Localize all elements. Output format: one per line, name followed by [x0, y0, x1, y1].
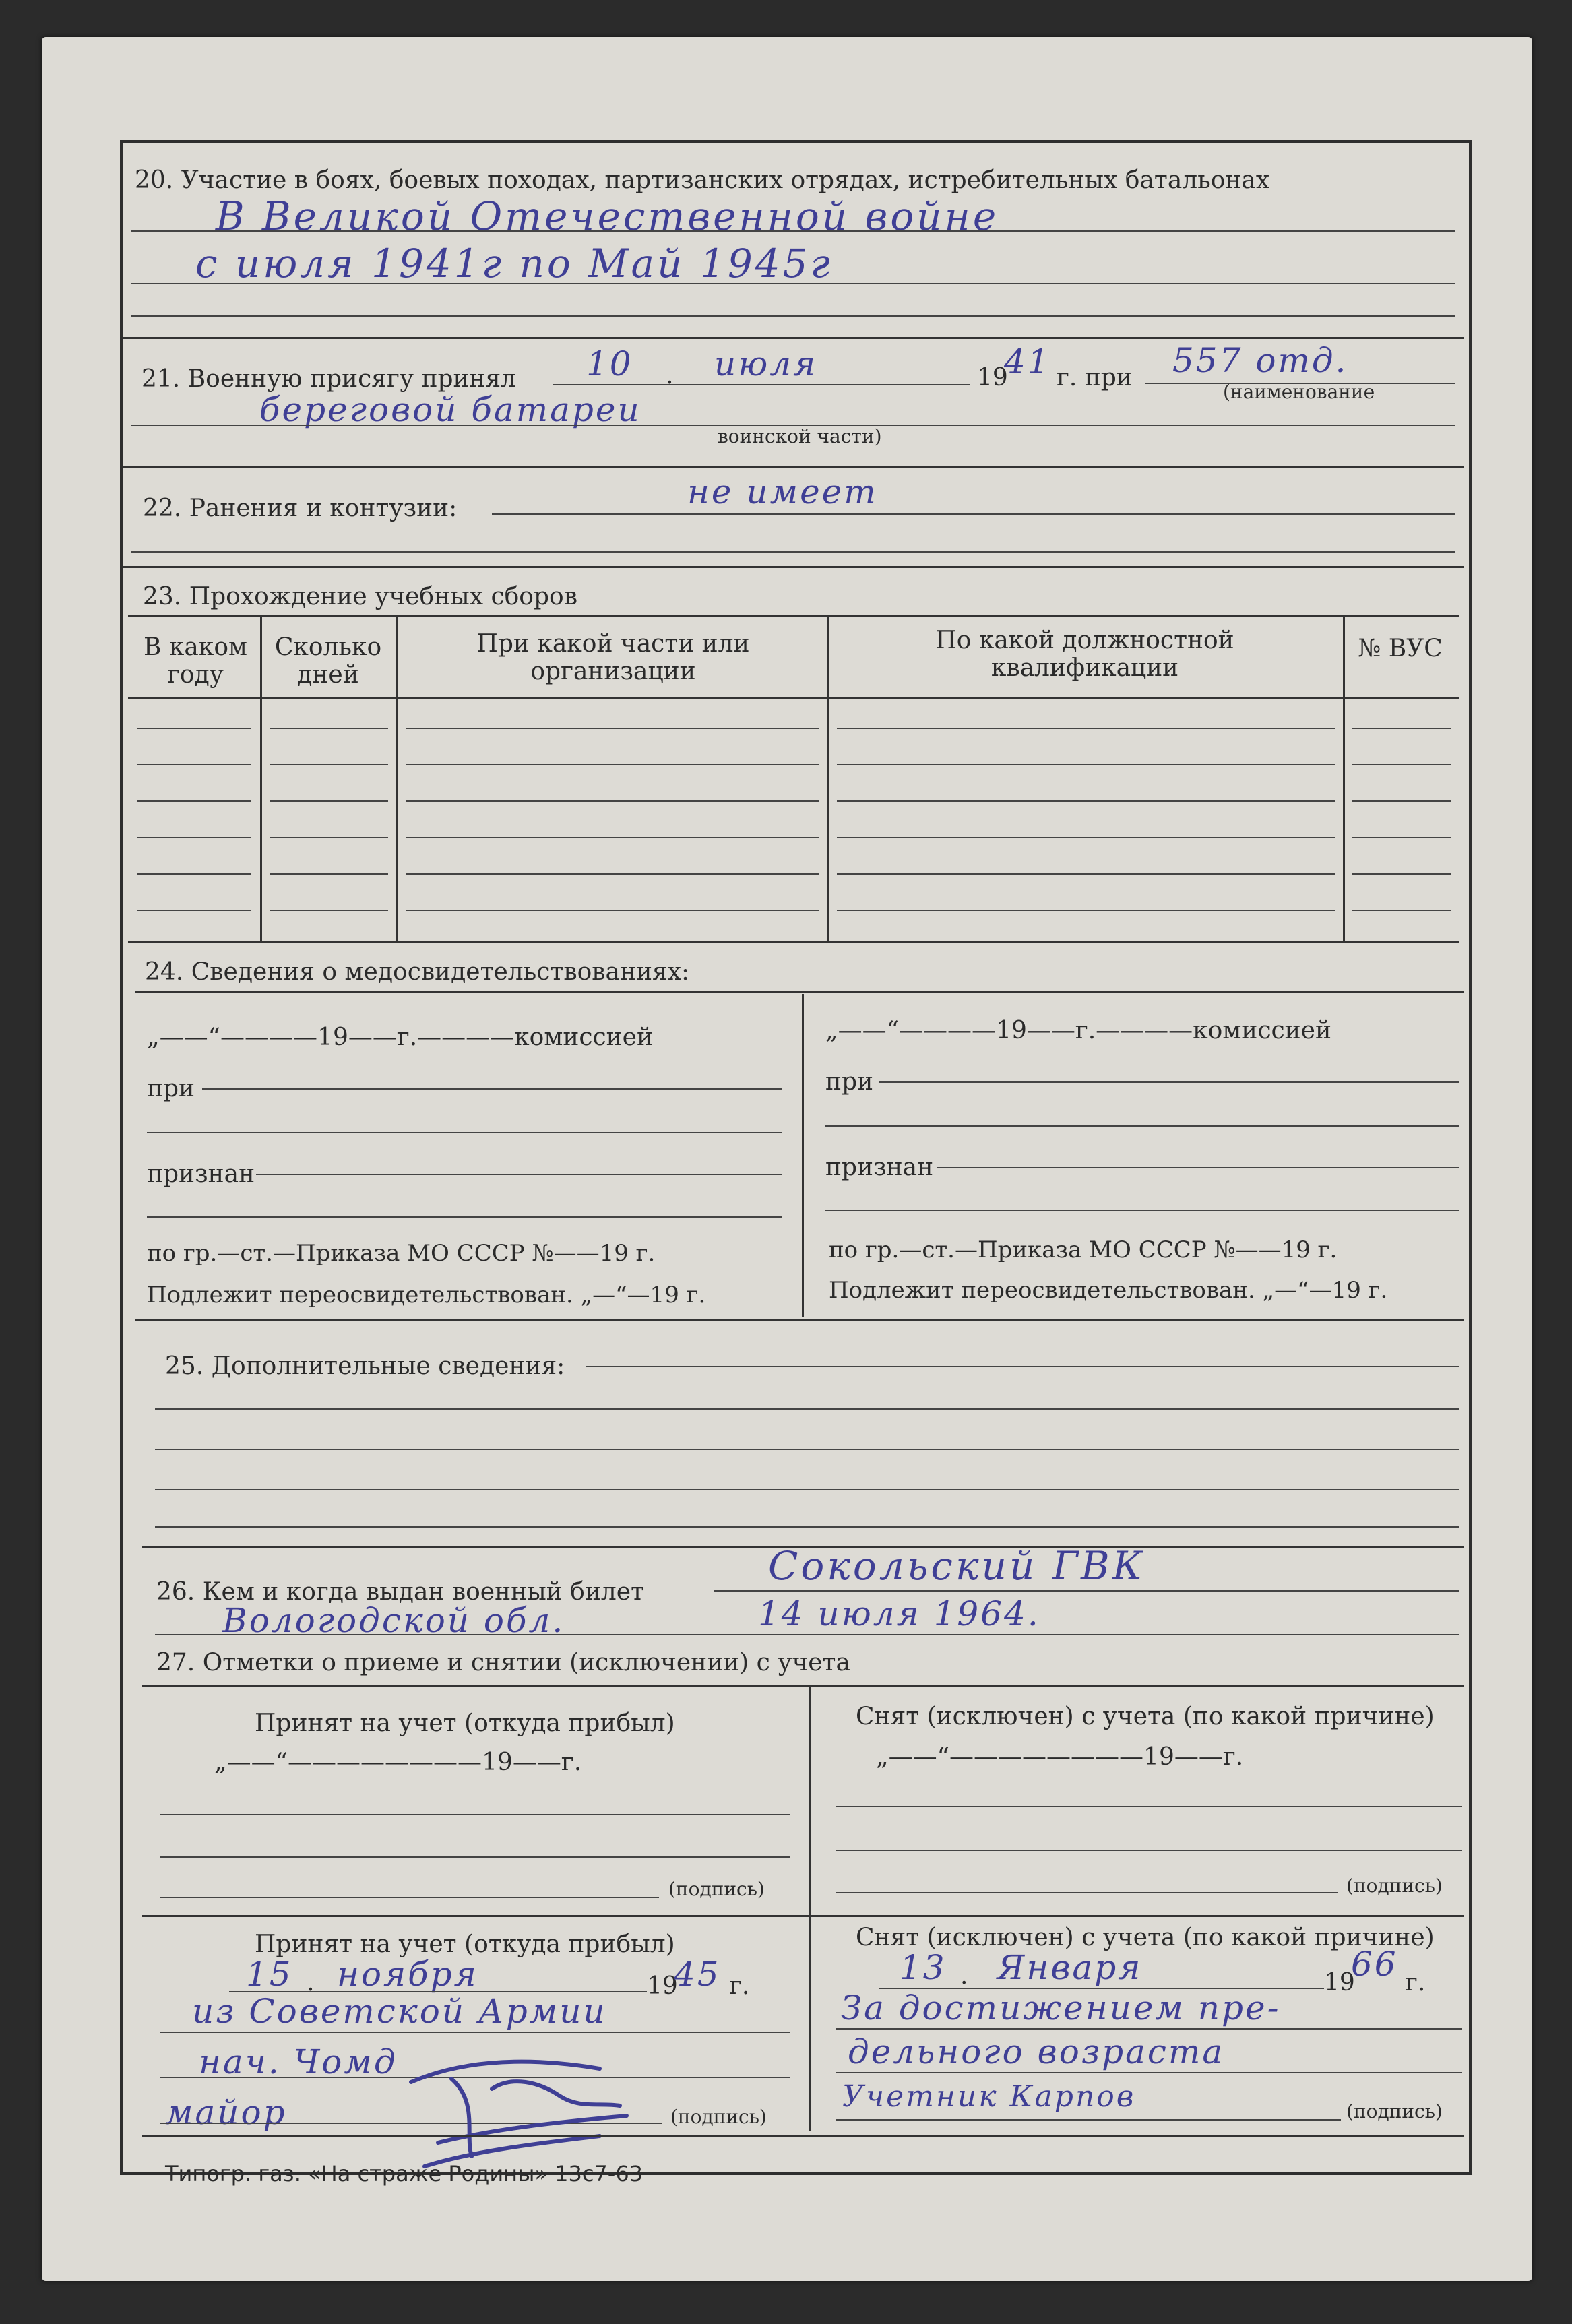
oath-g-pri: г. при — [1057, 364, 1133, 391]
line — [825, 1210, 1459, 1211]
line — [155, 1634, 1459, 1635]
table-row-line — [137, 873, 251, 875]
table-row-line — [837, 910, 1335, 911]
line — [836, 1806, 1462, 1807]
table-header-bottom — [128, 697, 1459, 699]
podpis-2: (подпись) — [1346, 1875, 1443, 1897]
oath-year: 41 — [1004, 342, 1051, 381]
line — [836, 2072, 1462, 2073]
section-divider — [142, 1915, 1464, 1917]
section-divider — [135, 1319, 1464, 1321]
accepted-line3: майор — [165, 2093, 287, 2132]
table-row-line — [837, 728, 1335, 729]
table-row-line — [1352, 800, 1451, 802]
line — [879, 1081, 1459, 1083]
removed-g-2: г. — [1405, 1969, 1426, 1997]
line — [131, 315, 1455, 317]
section-22-label: 22. Ранения и контузии: — [143, 495, 458, 522]
col-divider — [396, 617, 398, 941]
table-row-line — [137, 728, 251, 729]
line — [256, 1174, 782, 1175]
table-row-line — [137, 764, 251, 765]
table-row-line — [406, 728, 819, 729]
table-row-line — [270, 728, 388, 729]
line — [553, 384, 970, 385]
signature-accepted — [398, 2042, 654, 2176]
oath-year-prefix: 19 — [977, 364, 1008, 391]
table-row-line — [837, 764, 1335, 765]
line — [586, 1366, 1459, 1367]
line — [131, 551, 1455, 553]
section-divider — [123, 337, 1464, 339]
section-26-label: 26. Кем и когда выдан военный билет — [156, 1578, 644, 1606]
table-row-line — [406, 873, 819, 875]
section-23-label: 23. Прохождение учебных сборов — [143, 583, 577, 610]
accepted-line1: из Советской Армии — [192, 1992, 607, 2031]
table-row-line — [406, 837, 819, 838]
line — [160, 1814, 790, 1815]
table-row-line — [837, 800, 1335, 802]
ticket-issuer: Сокольский ГВК — [768, 1543, 1145, 1589]
oath-day: 10 — [586, 344, 633, 383]
table-top — [128, 615, 1459, 617]
line — [836, 1892, 1338, 1893]
table-row-line — [137, 910, 251, 911]
dot: . — [307, 1969, 315, 1997]
ticket-region: Вологодской обл. — [222, 1601, 565, 1640]
accepted-month-2: ноября — [337, 1955, 478, 1994]
section-27-label: 27. Отметки о приеме и снятии (исключении) с учета — [156, 1649, 850, 1676]
accepted-day-2: 15 — [246, 1955, 293, 1994]
removed-heading-1: Снят (исключен) с учета (по какой причине) — [856, 1703, 1435, 1730]
table-row-line — [406, 764, 819, 765]
section-divider — [123, 466, 1464, 468]
table-row-line — [270, 910, 388, 911]
table-row-line — [1352, 764, 1451, 765]
wounds-handwriting: не имеет — [687, 472, 878, 511]
removed-reason-2: дельного возраста — [848, 2032, 1225, 2071]
podpis-3: (подпись) — [670, 2106, 767, 2128]
table-row-line — [1352, 837, 1451, 838]
section-20-handwriting-1: В Великой Отечественной войне — [216, 193, 999, 239]
unit-note-1: (наименование — [1223, 381, 1375, 403]
table-row-line — [270, 873, 388, 875]
oath-month: июля — [714, 344, 818, 383]
podpis-1: (подпись) — [668, 1878, 765, 1900]
line — [160, 2032, 790, 2033]
section-21-label: 21. Военную присягу принял — [142, 365, 517, 393]
col-divider — [260, 617, 262, 941]
section-divider — [142, 1685, 1464, 1687]
table-bottom — [128, 941, 1459, 943]
section-20-label: 20. Участие в боях, боевых походах, партизанских отрядах, истребительных батальонах — [135, 166, 1270, 194]
table-row-line — [270, 837, 388, 838]
oath-unit-line2: береговой батареи — [259, 390, 641, 429]
line — [492, 513, 1455, 515]
col-divider — [802, 994, 804, 1317]
ticket-date: 14 июля 1964. — [758, 1594, 1040, 1633]
section-24-label: 24. Сведения о медосвидетельствованиях: — [145, 958, 690, 986]
table-row-line — [406, 800, 819, 802]
line — [160, 1897, 659, 1898]
unit-note-2: воинской части) — [718, 425, 882, 447]
col-divider — [809, 1687, 811, 2131]
table-row-line — [1352, 873, 1451, 875]
med-right-pri: при — [825, 1068, 874, 1096]
line — [147, 1216, 782, 1218]
accepted-line2: нач. Чомд — [199, 2042, 398, 2081]
accepted-heading-2: Принят на учет (откуда прибыл) — [255, 1930, 675, 1958]
table-row-line — [137, 800, 251, 802]
med-left-po-gr: по гр.—ст.—Приказа МО СССР №——19 г. — [147, 1240, 656, 1267]
line — [836, 2028, 1462, 2030]
dot: . — [666, 362, 674, 389]
med-right-date: „——“————19——г.————комиссией — [825, 1017, 1331, 1044]
section-divider — [135, 991, 1464, 993]
line — [131, 283, 1455, 284]
removed-day-2: 13 — [900, 1948, 947, 1987]
removed-date-1: „——“————————19——г. — [876, 1743, 1244, 1771]
med-left-pri: при — [147, 1075, 195, 1102]
accepted-heading-1: Принят на учет (откуда прибыл) — [255, 1709, 675, 1737]
med-right-priznan: признан — [825, 1154, 934, 1181]
med-left-date: „——“————19——г.————комиссией — [147, 1024, 653, 1051]
line — [155, 1449, 1459, 1450]
removed-signer: Учетник Карпов — [842, 2079, 1136, 2114]
line — [714, 1590, 1459, 1592]
section-20-handwriting-2: с июля 1941г по Май 1945г — [195, 241, 833, 286]
line — [937, 1167, 1459, 1168]
removed-month-2: Января — [997, 1948, 1143, 1987]
th-days: Сколько дней — [274, 633, 382, 689]
section-25-label: 25. Дополнительные сведения: — [165, 1352, 565, 1380]
table-row-line — [270, 764, 388, 765]
removed-heading-2: Снят (исключен) с учета (по какой причине) — [856, 1924, 1435, 1951]
col-divider — [827, 617, 829, 941]
med-left-priznan: признан — [147, 1160, 255, 1188]
th-qualification: По какой должностной квалификации — [935, 627, 1234, 683]
line — [131, 230, 1455, 232]
dot: . — [960, 1962, 968, 1990]
line — [836, 1850, 1462, 1851]
oath-unit: 557 отд. — [1172, 341, 1348, 380]
printer-footer: Типогр. газ. «На страже Родины» 13с7-63 — [165, 2161, 643, 2187]
line — [147, 1132, 782, 1133]
accepted-19-2: 19 — [647, 1972, 678, 2000]
line — [155, 1526, 1459, 1528]
line — [160, 1856, 790, 1858]
podpis-4: (подпись) — [1346, 2100, 1443, 2123]
col-divider — [1343, 617, 1345, 941]
line — [155, 1408, 1459, 1410]
table-row-line — [837, 873, 1335, 875]
line — [836, 2119, 1341, 2121]
table-row-line — [270, 800, 388, 802]
table-row-line — [1352, 910, 1451, 911]
th-unit: При какой части или организации — [476, 630, 750, 686]
removed-19-2: 19 — [1324, 1969, 1355, 1997]
med-right-po-gr: по гр.—ст.—Приказа МО СССР №——19 г. — [829, 1236, 1338, 1263]
line — [825, 1125, 1459, 1127]
form-bottom-line — [142, 2135, 1464, 2137]
line — [155, 1489, 1459, 1490]
accepted-date-1: „——“————————19——г. — [214, 1749, 582, 1776]
accepted-g-2: г. — [729, 1972, 750, 2000]
table-row-line — [137, 837, 251, 838]
table-row-line — [406, 910, 819, 911]
th-vus: № ВУС — [1358, 635, 1443, 662]
th-year: В каком году — [143, 633, 248, 689]
med-left-podlezhit: Подлежит переосвидетельствован. „—“—19 г. — [147, 1282, 706, 1309]
removed-reason-1: За достижением пре- — [841, 1988, 1281, 2028]
table-row-line — [1352, 728, 1451, 729]
line — [202, 1088, 782, 1090]
section-divider — [123, 566, 1464, 568]
accepted-year-2: 45 — [674, 1955, 721, 1994]
med-right-podlezhit: Подлежит переосвидетельствован. „—“—19 г. — [829, 1277, 1388, 1304]
removed-year-2: 66 — [1351, 1945, 1398, 1984]
table-row-line — [837, 837, 1335, 838]
